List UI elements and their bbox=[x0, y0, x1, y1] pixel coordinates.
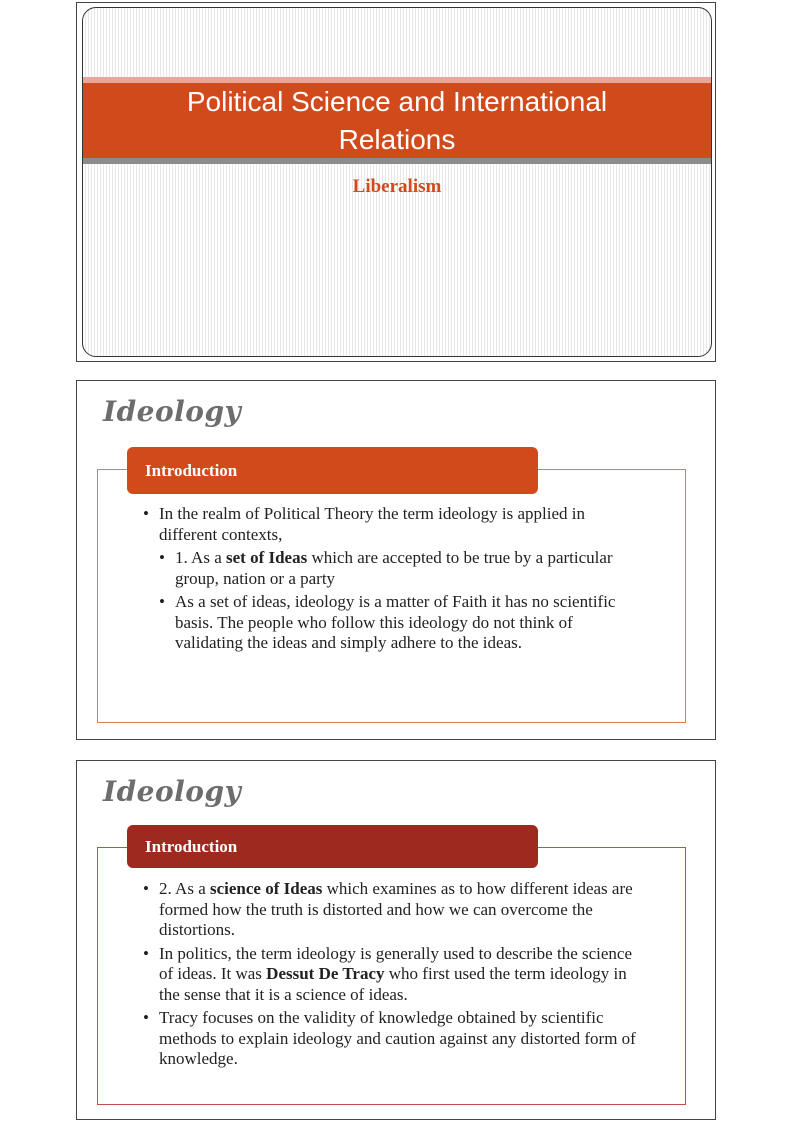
bullet-list bbox=[141, 879, 641, 1073]
bullet-text: 1. As a bbox=[175, 548, 226, 567]
sub-bullet-item bbox=[157, 548, 641, 589]
bullet-item bbox=[141, 944, 641, 1006]
bullet-emphasis: Dessut De Tracy bbox=[266, 964, 385, 983]
slide-heading: Ideology bbox=[103, 395, 242, 428]
title-slide-frame bbox=[82, 7, 712, 357]
bullet-text: which are accepted to be true by a particular group, nation or a party bbox=[175, 548, 613, 588]
bullet-text: In politics, the term ideology is generally used to describe the science of ideas. It was bbox=[159, 943, 633, 983]
ideology-slide-2 bbox=[76, 760, 716, 1120]
bullet-text: which examines as to how different ideas are formed how the truth is distorted and how we can overcome the distortions. bbox=[159, 879, 633, 939]
bullet-item bbox=[141, 879, 641, 941]
section-tab bbox=[127, 825, 538, 868]
slide-subtitle: Liberalism bbox=[352, 176, 442, 197]
bullet-item bbox=[141, 1008, 641, 1070]
section-tab-label: Introduction bbox=[145, 836, 238, 856]
bullet-emphasis: science of Ideas bbox=[210, 879, 323, 898]
bullet-text: Tracy focuses on the validity of knowledge obtained by scientific methods to explain ideology and caution against any distorted form of knowledge. bbox=[159, 1008, 636, 1068]
section-tab-label: Introduction bbox=[145, 460, 238, 480]
slide-heading: Ideology bbox=[103, 775, 242, 808]
bullet-text: who first used the term ideology in the sense that it is a science of ideas. bbox=[159, 964, 627, 1004]
bullet-text: In the realm of Political Theory the term ideology is applied in different contexts, bbox=[159, 504, 585, 544]
sub-bullet-item bbox=[157, 592, 641, 654]
slide-title: Political Science and International Relations bbox=[186, 85, 608, 155]
bullet-emphasis: set of Ideas bbox=[226, 548, 308, 567]
decorative-bar-bottom bbox=[83, 158, 711, 164]
ideology-slide-1 bbox=[76, 380, 716, 740]
title-slide bbox=[76, 2, 716, 362]
section-tab bbox=[127, 447, 538, 494]
bullet-text: 2. As a bbox=[159, 879, 210, 898]
title-band bbox=[83, 83, 711, 158]
bullet-text: As a set of ideas, ideology is a matter of Faith it has no scientific basis. The people who follow this ideology do not think of validating the ideas and simply adhere to the ideas. bbox=[175, 592, 616, 652]
bullet-item bbox=[141, 504, 641, 545]
bullet-list bbox=[141, 504, 641, 657]
